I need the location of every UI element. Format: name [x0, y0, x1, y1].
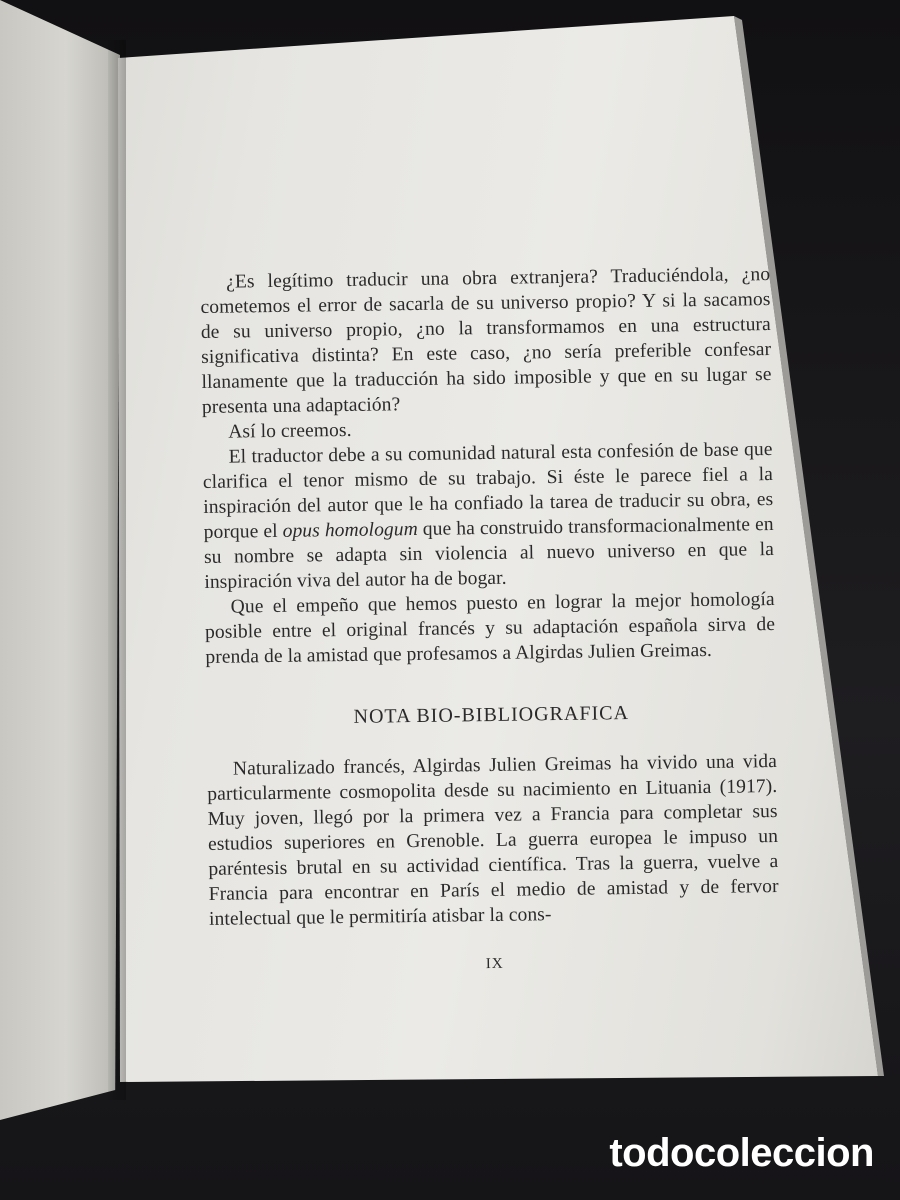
- bio-paragraph: Naturalizado francés, Algirdas Julien Greimas ha vivido una vida particularmente cosmopolita desde su nacimiento en Lituania (1917). Muy joven, llegó por la primera vez a Francia para completar sus estudios superiores en Grenoble. La guerra europea le impuso un paréntesis brutal en su actividad científica. Tras la guerra, vuelve a Francia para encontrar en París el medio de amistad y de fervor intelectual que le permitiría atisbar la cons-: [207, 750, 779, 930]
- watermark-logo: todocoleccion: [609, 1131, 874, 1175]
- paragraph-1: ¿Es legítimo traducir una obra extranjera? Traduciéndola, ¿no cometemos el error de sacarla de su universo propio? Y si la sacamos de su universo propio, ¿no la transformamos en una estructura significativa distinta? En este caso, ¿no sería preferible confesar llanamente que la traducción ha sido imposible y que en su lugar se presenta una adaptación?: [200, 264, 772, 418]
- paragraph-3: El traductor debe a su comunidad natural esta confesión de base que clarifica el tenor mismo de su trabajo. Si éste le parece fiel a la inspiración del autor que le ha confiado la tarea de traducir su obra, es porque el opus homologum que ha construido transformacionalmente en su nombre se adapta sin violencia al nuevo universo en que la inspiración viva del autor ha de bogar.: [202, 439, 775, 593]
- printed-text-block: [200, 262, 780, 977]
- page-number: IX: [485, 955, 504, 973]
- paragraph-2: Así lo creemos.: [228, 419, 352, 443]
- section-title: NOTA BIO-BIBLIOGRAFICA: [353, 702, 630, 728]
- left-page: [0, 0, 120, 1200]
- book-gutter-shadow: [108, 40, 126, 1100]
- italic-latin-phrase: opus homologum: [282, 518, 419, 542]
- paragraph-4: Que el empeño que hemos puesto en lograr la mejor homología posible entre el original francés y su adaptación española sirva de prenda de la amistad que profesamos a Algirdas Julien Greimas.: [204, 589, 776, 668]
